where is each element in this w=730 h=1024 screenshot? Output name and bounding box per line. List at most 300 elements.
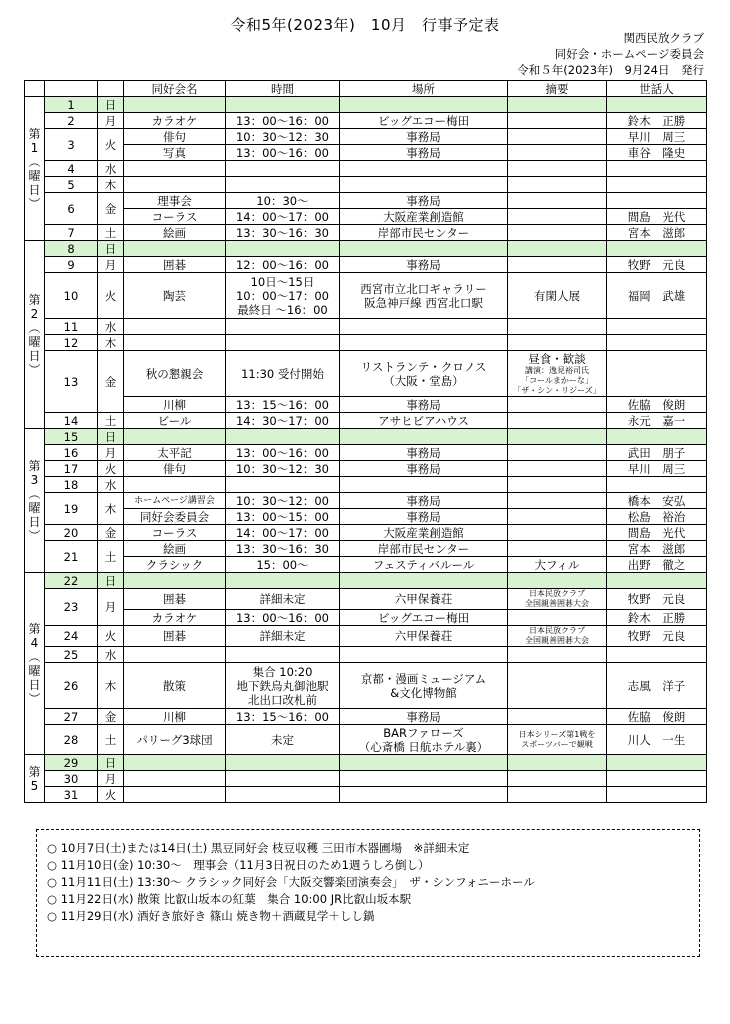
organizer-name: 出野 徹之 [607, 557, 707, 573]
cell-line: &文化博物館 [390, 685, 457, 700]
schedule-row [25, 193, 707, 209]
cell-line: 京都・漫画ミュージアム [360, 671, 487, 686]
cell-line: BARファローズ [383, 725, 464, 740]
event-time [226, 771, 340, 787]
schedule-row [25, 589, 707, 610]
event-note [508, 477, 607, 493]
event-time: 14：00〜17：00 [226, 209, 340, 225]
note-item: ○ 11月11日(土) 13:30〜 クラシック同好会「大阪交響楽団演奏会」 ザ・シンフォニーホール [47, 875, 535, 889]
day-number: 30 [45, 771, 98, 787]
organizer-name: 福岡 武雄 [607, 273, 707, 319]
event-time [226, 161, 340, 177]
event-note [508, 209, 607, 225]
organizer-name: 早川 周三 [607, 461, 707, 477]
event-place [340, 177, 508, 193]
day-number: 9 [45, 257, 98, 273]
club-name: 俳句 [124, 129, 226, 145]
club-name: 陶芸 [124, 273, 226, 319]
club-name: 散策 [124, 663, 226, 709]
club-name: カラオケ [124, 113, 226, 129]
schedule-row [25, 755, 707, 771]
week-label [25, 241, 45, 429]
event-note [508, 725, 607, 755]
event-place [340, 725, 508, 755]
event-note [508, 241, 607, 257]
cell-line: 最終日 〜16：00 [237, 302, 328, 317]
event-time [226, 573, 340, 589]
event-note [508, 647, 607, 663]
weekday: 月 [98, 445, 124, 461]
day-number: 8 [45, 241, 98, 257]
event-place [340, 241, 508, 257]
club-name [124, 771, 226, 787]
event-time [226, 647, 340, 663]
cell-line: 阪急神戸線 西宮北口駅 [364, 295, 483, 310]
club-name [124, 97, 226, 113]
week-label-char: ︶ [28, 362, 41, 377]
event-place: 事務局 [340, 493, 508, 509]
schedule-row [25, 257, 707, 273]
organizer-name: 橋本 安弘 [607, 493, 707, 509]
cell-line: 北出口改札前 [248, 692, 317, 707]
club-name: 川柳 [124, 709, 226, 725]
weekday: 火 [98, 129, 124, 161]
day-number: 27 [45, 709, 98, 725]
organizer-name: 車谷 隆史 [607, 145, 707, 161]
event-note [508, 525, 607, 541]
organizer-name: 牧野 元良 [607, 589, 707, 610]
event-time: 10：30〜12：00 [226, 493, 340, 509]
club-name [124, 429, 226, 445]
club-name: 理事会 [124, 193, 226, 209]
note-item: ○ 11月22日(水) 散策 比叡山坂本の紅葉 集合 10:00 JR比叡山坂本駅 [47, 892, 412, 906]
week-label-char: 日 [28, 182, 41, 197]
cell-line: 昼食・歓談 [528, 351, 586, 366]
week-label-char: 1 [30, 140, 39, 155]
schedule-row [25, 445, 707, 461]
event-place: 事務局 [340, 193, 508, 209]
event-place [340, 335, 508, 351]
event-time: 13：00〜16：00 [226, 113, 340, 129]
schedule-row [25, 663, 707, 709]
week-label-char: 第 [28, 292, 41, 307]
weekday: 金 [98, 351, 124, 413]
schedule-row [25, 429, 707, 445]
weekday: 火 [98, 787, 124, 803]
event-note [508, 573, 607, 589]
day-number: 23 [45, 589, 98, 626]
weekday: 水 [98, 161, 124, 177]
event-note [508, 541, 607, 557]
event-time: 14：30〜17：00 [226, 413, 340, 429]
note-item: ○ 11月29日(水) 酒好き旅好き 篠山 焼き物＋酒蔵見学＋しし鍋 [47, 909, 375, 923]
club-name [124, 319, 226, 335]
day-number: 21 [45, 541, 98, 573]
schedule-row [25, 493, 707, 509]
event-note [508, 787, 607, 803]
column-header-time: 時間 [226, 81, 340, 97]
event-note [508, 610, 607, 626]
day-number: 6 [45, 193, 98, 225]
weekday: 金 [98, 193, 124, 225]
event-time [226, 429, 340, 445]
event-note [508, 161, 607, 177]
event-note [508, 257, 607, 273]
event-time [226, 177, 340, 193]
weekday: 水 [98, 319, 124, 335]
event-note: 大フィル [508, 557, 607, 573]
day-number: 14 [45, 413, 98, 429]
event-note [508, 626, 607, 647]
day-number: 20 [45, 525, 98, 541]
schedule-row [25, 626, 707, 647]
schedule-row [25, 335, 707, 351]
week-label-char: 第 [28, 458, 41, 473]
schedule-row [25, 209, 707, 225]
day-number: 28 [45, 725, 98, 755]
club-name: コーラス [124, 209, 226, 225]
event-note [508, 493, 607, 509]
weekday: 日 [98, 429, 124, 445]
weekday: 水 [98, 647, 124, 663]
event-time: 詳細未定 [226, 626, 340, 647]
schedule-row [25, 509, 707, 525]
weekday: 木 [98, 663, 124, 709]
header-row [25, 81, 707, 97]
event-note [508, 413, 607, 429]
schedule-row [25, 647, 707, 663]
week-label-char: ︵ [28, 486, 41, 501]
schedule-row [25, 241, 707, 257]
club-name: 囲碁 [124, 626, 226, 647]
organizer-name [607, 755, 707, 771]
event-time [226, 241, 340, 257]
event-note [508, 509, 607, 525]
event-time [226, 787, 340, 803]
schedule-row [25, 145, 707, 161]
organizer-name: 宮本 滋郎 [607, 225, 707, 241]
event-place [340, 771, 508, 787]
event-place: 六甲保養荘 [340, 589, 508, 610]
day-number: 2 [45, 113, 98, 129]
day-number: 1 [45, 97, 98, 113]
club-name: 太平記 [124, 445, 226, 461]
week-label-char: 日 [28, 677, 41, 692]
event-place: アサヒビアハウス [340, 413, 508, 429]
schedule-row [25, 573, 707, 589]
organizer-name [607, 335, 707, 351]
organizer-name: 佐脇 俊朗 [607, 709, 707, 725]
club-name: ホームページ講習会 [124, 493, 226, 509]
organizer-name [607, 319, 707, 335]
organizer-name [607, 177, 707, 193]
club-name: 絵画 [124, 225, 226, 241]
event-time: 詳細未定 [226, 589, 340, 610]
day-number: 3 [45, 129, 98, 161]
week-label [25, 429, 45, 573]
event-place: 事務局 [340, 509, 508, 525]
header-blank [98, 81, 124, 97]
schedule-row [25, 541, 707, 557]
schedule-row [25, 461, 707, 477]
note-item: ○ 11月10日(金) 10:30〜 理事会（11月3日祝日のため1週うしろ倒し） [47, 858, 430, 872]
club-name: 囲碁 [124, 589, 226, 610]
day-number: 5 [45, 177, 98, 193]
event-note [508, 663, 607, 709]
event-note [508, 97, 607, 113]
event-place [340, 319, 508, 335]
club-name: 俳句 [124, 461, 226, 477]
column-header-club: 同好会名 [124, 81, 226, 97]
event-time: 未定 [226, 725, 340, 755]
event-time: 10：30〜 [226, 193, 340, 209]
header-blank [45, 81, 98, 97]
event-place [340, 787, 508, 803]
day-number: 4 [45, 161, 98, 177]
column-header-note: 摘要 [508, 81, 607, 97]
event-note [508, 225, 607, 241]
event-note [508, 445, 607, 461]
weekday: 木 [98, 335, 124, 351]
organizer-name [607, 161, 707, 177]
weekday: 月 [98, 113, 124, 129]
event-place: 六甲保養荘 [340, 626, 508, 647]
club-name [124, 241, 226, 257]
day-number: 13 [45, 351, 98, 413]
organizer-name: 松島 裕治 [607, 509, 707, 525]
schedule-row [25, 525, 707, 541]
organizer-name: 鈴木 正勝 [607, 610, 707, 626]
issue-date: 令和５年(2023年) 9月24日 発行 [517, 63, 704, 77]
event-time: 13：00〜15：00 [226, 509, 340, 525]
organizer-name: 川人 一生 [607, 725, 707, 755]
week-label [25, 573, 45, 755]
club-name [124, 177, 226, 193]
club-name: 絵画 [124, 541, 226, 557]
cell-line: 西宮市立北口ギャラリー [360, 281, 487, 296]
organizer-name: 武田 朋子 [607, 445, 707, 461]
event-place [340, 647, 508, 663]
schedule-row [25, 97, 707, 113]
event-time [226, 755, 340, 771]
event-place [340, 755, 508, 771]
week-label-char: 第 [28, 126, 41, 141]
day-number: 25 [45, 647, 98, 663]
organizer-name [607, 647, 707, 663]
event-place: 大阪産業創造館 [340, 209, 508, 225]
week-label [25, 755, 45, 803]
organizer-name: 佐脇 俊朗 [607, 397, 707, 413]
club-name [124, 787, 226, 803]
cell-line: 「コールまかーな」 [521, 375, 593, 385]
day-number: 29 [45, 755, 98, 771]
organizer-name [607, 787, 707, 803]
cell-line: 日本民放クラブ [529, 626, 585, 635]
event-place: 事務局 [340, 709, 508, 725]
cell-line: 日本シリーズ第1戦を [518, 729, 596, 739]
week-label-char: 日 [28, 348, 41, 363]
event-note: 有閑人展 [508, 273, 607, 319]
schedule-row [25, 177, 707, 193]
cell-line: 「ザ・シン・リジーズ」 [513, 385, 601, 395]
event-note [508, 755, 607, 771]
cell-line: 10日〜15日 [250, 274, 315, 289]
organizer-name: 間島 光代 [607, 525, 707, 541]
schedule-row [25, 787, 707, 803]
day-number: 17 [45, 461, 98, 477]
day-number: 15 [45, 429, 98, 445]
schedule-row [25, 319, 707, 335]
event-place: フェスティバルール [340, 557, 508, 573]
weekday: 日 [98, 573, 124, 589]
week-label-char: 日 [28, 514, 41, 529]
club-name: クラシック [124, 557, 226, 573]
schedule-row [25, 771, 707, 787]
week-label-char: 4 [30, 635, 39, 650]
schedule-row [25, 413, 707, 429]
organizer-name: 永元 嘉一 [607, 413, 707, 429]
header-blank [25, 81, 45, 97]
event-time: 13：00〜16：00 [226, 610, 340, 626]
event-note [508, 129, 607, 145]
schedule-row [25, 477, 707, 493]
organizer-name: 牧野 元良 [607, 626, 707, 647]
cell-line: 地下鉄烏丸御池駅 [236, 678, 329, 693]
event-time: 12：00〜16：00 [226, 257, 340, 273]
week-label-char: ︵ [28, 649, 41, 664]
event-time [226, 335, 340, 351]
club-name: 同好会委員会 [124, 509, 226, 525]
weekday: 日 [98, 97, 124, 113]
organizer-name: 志風 洋子 [607, 663, 707, 709]
event-time: 10：30〜12：30 [226, 461, 340, 477]
event-place [340, 663, 508, 709]
event-place: 事務局 [340, 461, 508, 477]
organizer-name: 早川 周三 [607, 129, 707, 145]
schedule-row [25, 351, 707, 397]
weekday: 月 [98, 589, 124, 626]
event-place: ビッグエコー梅田 [340, 610, 508, 626]
event-time: 13：30〜16：30 [226, 225, 340, 241]
event-time: 13：15〜16：00 [226, 397, 340, 413]
schedule-row [25, 557, 707, 573]
day-number: 18 [45, 477, 98, 493]
organizer-name [607, 771, 707, 787]
weekday: 土 [98, 541, 124, 573]
event-place: 事務局 [340, 129, 508, 145]
week-label [25, 97, 45, 241]
event-time: 13：00〜16：00 [226, 445, 340, 461]
event-note [508, 335, 607, 351]
cell-line: リストランテ・クロノス [360, 359, 487, 374]
schedule-row [25, 397, 707, 413]
event-place: 事務局 [340, 145, 508, 161]
weekday: 土 [98, 413, 124, 429]
weekday: 木 [98, 177, 124, 193]
club-name [124, 573, 226, 589]
weekday: 土 [98, 725, 124, 755]
day-number: 11 [45, 319, 98, 335]
organizer-name [607, 351, 707, 397]
club-name [124, 335, 226, 351]
event-note [508, 589, 607, 610]
weekday: 火 [98, 461, 124, 477]
event-note [508, 461, 607, 477]
event-time: 13：30〜16：30 [226, 541, 340, 557]
organizer-name [607, 97, 707, 113]
event-note [508, 397, 607, 413]
club-name [124, 647, 226, 663]
event-time [226, 97, 340, 113]
week-label-char: 曜 [28, 500, 41, 515]
week-label-char: ︵ [28, 154, 41, 169]
schedule-row [25, 273, 707, 319]
issuer-committee: 同好会・ホームページ委員会 [554, 47, 704, 61]
cell-line: スポーツバーで観戦 [521, 739, 593, 749]
day-number: 31 [45, 787, 98, 803]
event-note [508, 429, 607, 445]
cell-line: （心斎橋 日航ホテル裏） [358, 739, 489, 754]
cell-line: 集合 10:20 [252, 664, 313, 679]
event-place [340, 351, 508, 397]
column-header-organizer: 世話人 [607, 81, 707, 97]
cell-line: （大阪・堂島） [383, 373, 464, 388]
cell-line: 日本民放クラブ [529, 589, 585, 598]
cell-line: 10：00〜17：00 [235, 288, 330, 303]
weekday: 木 [98, 493, 124, 525]
event-place: 事務局 [340, 445, 508, 461]
club-name: パリーグ3球団 [124, 725, 226, 755]
organizer-name [607, 429, 707, 445]
club-name [124, 477, 226, 493]
day-number: 24 [45, 626, 98, 647]
event-place: 岸部市民センター [340, 225, 508, 241]
club-name: 秋の懇親会 [124, 351, 226, 397]
weekday: 金 [98, 525, 124, 541]
weekday: 火 [98, 626, 124, 647]
event-note [508, 351, 607, 397]
club-name [124, 161, 226, 177]
day-number: 7 [45, 225, 98, 241]
week-label-char: 第 [28, 764, 41, 779]
event-time [226, 319, 340, 335]
week-label-char: 曜 [28, 168, 41, 183]
event-time [226, 663, 340, 709]
issuer-org: 関西民放クラブ [623, 31, 704, 45]
event-time: 10：30〜12：30 [226, 129, 340, 145]
weekday: 金 [98, 709, 124, 725]
schedule-table [24, 80, 707, 803]
week-label-char: ︶ [28, 528, 41, 543]
club-name: 囲碁 [124, 257, 226, 273]
club-name: 写真 [124, 145, 226, 161]
club-name: カラオケ [124, 610, 226, 626]
day-number: 12 [45, 335, 98, 351]
cell-line: 全国親善囲碁大会 [525, 599, 589, 608]
week-label-char: ︶ [28, 691, 41, 706]
event-place [340, 97, 508, 113]
notes-box [36, 829, 700, 957]
event-note [508, 113, 607, 129]
event-time [226, 477, 340, 493]
day-number: 16 [45, 445, 98, 461]
event-time: 13：00〜16：00 [226, 145, 340, 161]
weekday: 水 [98, 477, 124, 493]
club-name: コーラス [124, 525, 226, 541]
week-label-char: 第 [28, 621, 41, 636]
club-name: ビール [124, 413, 226, 429]
day-number: 26 [45, 663, 98, 709]
